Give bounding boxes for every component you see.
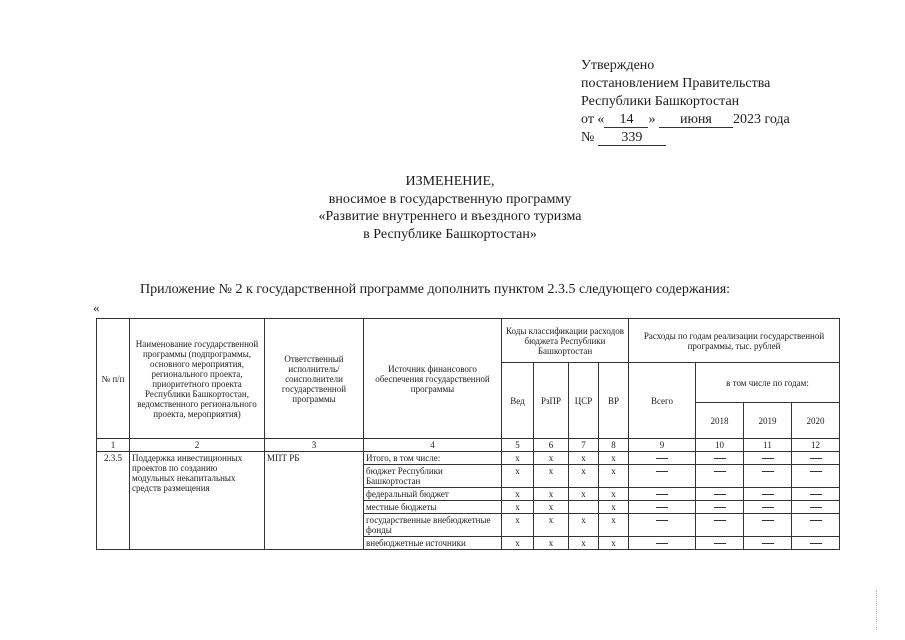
- dash-cell: [792, 514, 840, 537]
- row-source: внебюджетные источники: [364, 537, 502, 550]
- dash-cell: [629, 452, 696, 465]
- dash-cell: [629, 514, 696, 537]
- header-code-csr: ЦСР: [569, 363, 599, 439]
- dash-cell: [744, 537, 792, 550]
- col-number: 4: [364, 439, 502, 452]
- title-line-3: «Развитие внутреннего и въездного туризма: [318, 209, 582, 224]
- row-code: x: [599, 537, 629, 550]
- approval-line-1: Утверждено: [581, 58, 655, 73]
- dash-cell: [744, 452, 792, 465]
- row-code: x: [534, 452, 569, 465]
- dash-cell: [744, 514, 792, 537]
- item-name: Поддержка инвестиционных проектов по созданию модульных некапитальных средств размещения: [130, 452, 265, 550]
- row-code: [569, 501, 599, 514]
- header-code-rzpr: РзПР: [534, 363, 569, 439]
- row-code: x: [599, 465, 629, 488]
- opening-quote: «: [93, 300, 100, 315]
- dash-cell: [696, 465, 744, 488]
- column-numbers-row: [97, 439, 840, 452]
- date-day: 14: [604, 112, 648, 128]
- header-year-2018: 2018: [696, 403, 744, 439]
- dash-cell: [744, 501, 792, 514]
- row-source: Итого, в том числе:: [364, 452, 502, 465]
- approval-block: [581, 57, 790, 147]
- row-source: бюджет Республики Башкортостан: [364, 465, 502, 488]
- col-number: 11: [744, 439, 792, 452]
- row-code: x: [569, 465, 599, 488]
- row-code: x: [599, 452, 629, 465]
- date-year: 2023 года: [732, 112, 790, 127]
- item-number: 2.3.5: [97, 452, 130, 550]
- number-label: №: [581, 130, 595, 145]
- header-responsible: Ответственный исполнитель/ соисполнители государственной программы: [265, 319, 364, 439]
- dash-cell: [696, 501, 744, 514]
- row-code: x: [569, 537, 599, 550]
- dash-cell: [792, 452, 840, 465]
- date-month: июня: [659, 112, 733, 128]
- row-code: x: [569, 452, 599, 465]
- header-row-1: [97, 319, 840, 363]
- col-number: 8: [599, 439, 629, 452]
- row-code: x: [534, 514, 569, 537]
- row-code: x: [534, 488, 569, 501]
- row-code: x: [569, 488, 599, 501]
- title-line-1: ИЗМЕНЕНИЕ,: [405, 174, 495, 189]
- row-code: x: [569, 514, 599, 537]
- header-name: Наименование государственной программы (подпрограммы, основного мероприятия, регионального проекта, приоритетного проекта Республики Башкортостан, ведомственного регионального проекта, мероприятия): [130, 319, 265, 439]
- row-code: x: [534, 501, 569, 514]
- dash-cell: [629, 501, 696, 514]
- table-row: [97, 452, 840, 465]
- col-number: 2: [130, 439, 265, 452]
- col-number: 9: [629, 439, 696, 452]
- approval-date: [581, 111, 790, 129]
- col-number: 3: [265, 439, 364, 452]
- document-title: [300, 173, 600, 243]
- date-prefix: от «: [581, 112, 605, 127]
- header-expenses: Расходы по годам реализации государственной программы, тыс. рублей: [629, 319, 840, 363]
- dash-cell: [696, 514, 744, 537]
- header-num: № п/п: [97, 319, 130, 439]
- program-table: [96, 318, 840, 550]
- dash-cell: [792, 501, 840, 514]
- intro-text: Приложение № 2 к государственной программе дополнить пунктом 2.3.5 следующего содержания:: [140, 282, 731, 297]
- approval-line-2: постановлением Правительства: [581, 76, 771, 91]
- title-line-4: в Республике Башкортостан»: [363, 226, 537, 242]
- dash-cell: [744, 465, 792, 488]
- date-mid: »: [648, 112, 656, 127]
- dash-cell: [744, 488, 792, 501]
- header-year-2020: 2020: [792, 403, 840, 439]
- approval-number: [581, 129, 790, 147]
- dash-cell: [696, 537, 744, 550]
- row-code: x: [502, 488, 534, 501]
- row-source: федеральный бюджет: [364, 488, 502, 501]
- row-code: x: [534, 465, 569, 488]
- col-number: 5: [502, 439, 534, 452]
- header-codes: Коды классификации расходов бюджета Республики Башкортостан: [502, 319, 629, 363]
- dash-cell: [629, 465, 696, 488]
- number-value: 339: [598, 130, 666, 146]
- item-responsible: МПТ РБ: [265, 452, 364, 550]
- row-code: x: [502, 501, 534, 514]
- header-total: Всего: [629, 363, 696, 439]
- dash-cell: [629, 488, 696, 501]
- row-source: местные бюджеты: [364, 501, 502, 514]
- dash-cell: [696, 452, 744, 465]
- row-code: x: [502, 452, 534, 465]
- dash-cell: [792, 537, 840, 550]
- row-code: x: [502, 537, 534, 550]
- row-code: x: [599, 501, 629, 514]
- header-source: Источник финансового обеспечения государственной программы: [364, 319, 502, 439]
- scan-artifact: [876, 590, 878, 630]
- col-number: 12: [792, 439, 840, 452]
- dash-cell: [696, 488, 744, 501]
- col-number: 6: [534, 439, 569, 452]
- row-code: x: [599, 488, 629, 501]
- title-line-2: вносимое в государственную программу: [328, 191, 572, 207]
- col-number: 10: [696, 439, 744, 452]
- col-number: 1: [97, 439, 130, 452]
- dash-cell: [629, 537, 696, 550]
- col-number: 7: [569, 439, 599, 452]
- approval-line-3: Республики Башкортостан: [581, 94, 740, 109]
- row-source: государственные внебюджетные фонды: [364, 514, 502, 537]
- dash-cell: [792, 488, 840, 501]
- row-code: x: [502, 465, 534, 488]
- dash-cell: [792, 465, 840, 488]
- row-code: x: [599, 514, 629, 537]
- row-code: x: [502, 514, 534, 537]
- row-code: x: [534, 537, 569, 550]
- header-code-ved: Вед: [502, 363, 534, 439]
- header-code-vr: ВР: [599, 363, 629, 439]
- header-by-years: в том числе по годам:: [696, 363, 840, 403]
- header-year-2019: 2019: [744, 403, 792, 439]
